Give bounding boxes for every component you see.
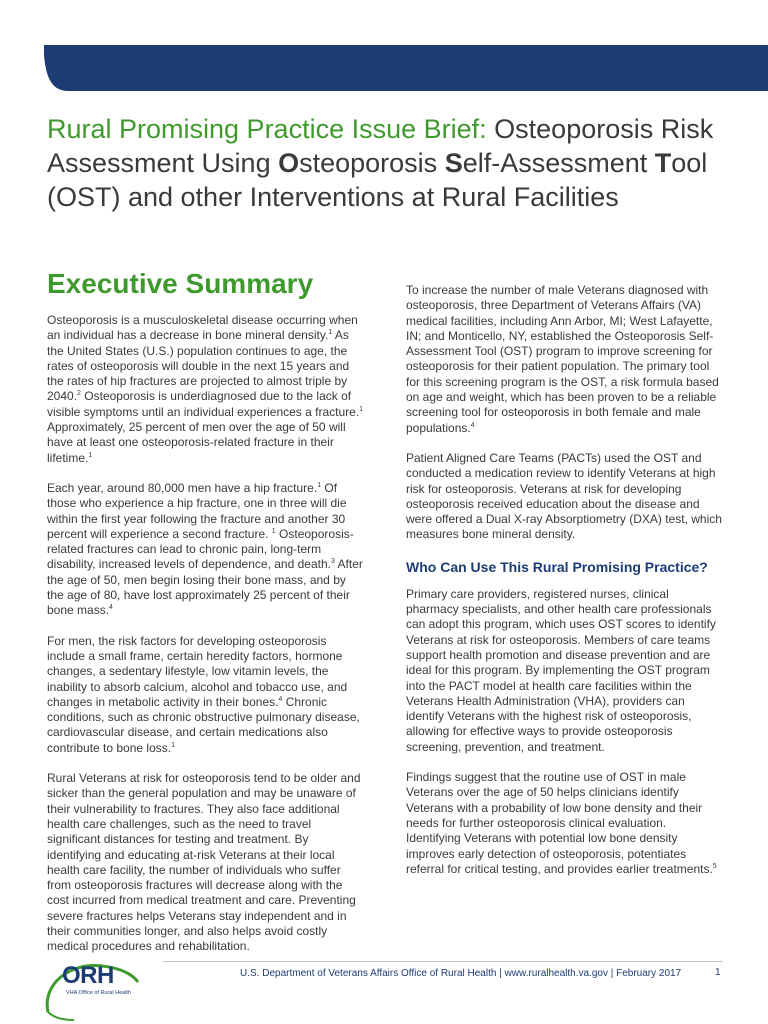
paragraph-text: As the United States (U.S.) population continues to age, the rates of osteoporosis will double in the next 15 years and the rates of hip fractures are projected to almost triple by 2040. — [47, 328, 350, 404]
paragraph-text: Osteoporosis-related fractures can lead to chronic pain, long-term disability, increased levels of dependence, and death. — [47, 526, 354, 572]
paragraph-text: Primary care providers, registered nurses, clinical pharmacy specialists, and other health care professionals can adopt this program, which uses OST scores to identify Veterans at risk for osteoporosis. Members of care teams support health promotion and disease prevention and are ideal for this program. By implementing the OST program into the PACT model at health care facilities within the Veterans Health Administration (VHA), providers can identify Veterans with the highest risk of osteoporosis, allowing for effective ways to provide osteoporosis screening, prevention, and treatment. — [406, 586, 716, 754]
right-column — [406, 283, 724, 877]
citation-superscript: 1 — [359, 405, 364, 413]
body-paragraph — [406, 451, 724, 543]
citation-superscript: 3 — [330, 558, 335, 566]
left-column — [47, 313, 365, 970]
body-paragraph — [47, 771, 365, 955]
paragraph-text: After the age of 50, men begin losing their bone mass, and by the age of 80, have lost approximately 25 percent of their bone mass. — [47, 557, 363, 618]
paragraph-text: Osteoporosis is a musculoskeletal disease occurring when an individual has a decrease in bone mineral density. — [47, 313, 358, 343]
paragraph-text: Each year, around 80,000 men have a hip fracture. — [47, 480, 318, 495]
paragraph-text: Rural Veterans at risk for osteoporosis tend to be older and sicker than the general population and may be unaware of their vulnerability to fractures. They also face additional health care challenges, such as the need to travel significant distances for testing and treatment. By identifying and educating at-risk Veterans at their local health care facility, the number of individuals who suffer from osteoporosis fractures will decrease along with the cost incurred from medical treatment and care. Preventing severe fractures helps Veterans stay independent and in their communities longer, and also helps avoid costly medical procedures and rehabilitation. — [47, 771, 361, 954]
paragraph-text: Of those who experience a hip fracture, one in three will die within the first year following the fracture and another 30 percent will experience a second fracture. — [47, 480, 347, 541]
section-title: Executive Summary — [47, 268, 314, 299]
citation-superscript: 4 — [109, 604, 113, 612]
logo-text: ORH — [62, 962, 114, 989]
body-paragraph — [406, 587, 724, 755]
citation-superscript: 1 — [171, 741, 175, 749]
body-paragraph — [406, 283, 724, 436]
citation-superscript: 1 — [317, 481, 322, 489]
body-paragraph — [406, 770, 724, 877]
title-segment: steoporosis — [299, 148, 445, 178]
title-segment: elf-Assessment — [462, 148, 655, 178]
page-number: 1 — [715, 967, 721, 978]
citation-superscript: 1 — [88, 451, 93, 459]
title-segment: Osteoporosis Risk Assessment Using — [47, 114, 714, 178]
document-title — [47, 112, 737, 214]
title-segment: S — [444, 148, 463, 178]
citation-superscript: 1 — [328, 329, 333, 337]
citation-superscript: 4 — [278, 695, 283, 703]
body-paragraph — [47, 481, 365, 619]
paragraph-text: For men, the risk factors for developing osteoporosis include a small frame, certain heredity factors, hormone changes, a sedentary lifestyle, low vitamin levels, the inability to absorb calcium, alcohol and tobacco use, and changes in metabolic activity in their bones. — [47, 633, 348, 709]
paragraph-text: Findings suggest that the routine use of OST in male Veterans over the age of 50 helps clinicians identify Veterans with a probability of low bone density and their needs for further osteoporosis clinical evaluation. Identifying Veterans with potential low bone density improves early detection of osteoporosis, potentiates referral for critical testing, and provides earlier treatments. — [406, 770, 713, 876]
body-paragraph — [47, 313, 365, 466]
paragraph-text: Chronic conditions, such as chronic obstructive pulmonary disease, cardiovascular disease, and certain medications also contribute to bone loss. — [47, 694, 360, 755]
paragraph-text: Approximately, 25 percent of men over the age of 50 will have at least one osteoporosis-related fracture in their lifetime. — [47, 420, 346, 465]
citation-superscript: 1 — [271, 527, 276, 535]
body-paragraph — [47, 634, 365, 756]
citation-superscript: 5 — [712, 862, 717, 870]
paragraph-text: Osteoporosis is underdiagnosed due to the lack of visible symptoms until an individual experiences a fracture. — [47, 389, 360, 419]
citation-superscript: 4 — [470, 421, 475, 429]
title-segment: O — [278, 148, 300, 178]
title-segment: T — [654, 148, 672, 178]
footer-divider — [163, 961, 723, 962]
paragraph-text: To increase the number of male Veterans diagnosed with osteoporosis, three Department of Veterans Affairs (VA) medical facilities, including Ann Arbor, MI; West Lafayette, IN; and Monticello, NY, established the Osteoporosis Self-Assessment Tool (OST) program to improve screening for osteoporosis for their patient population. The primary tool for this screening program is the OST, a risk formula based on age and weight, which has been proven to be a reliable screening tool for osteoporosis in both female and male populations. — [406, 283, 719, 435]
citation-superscript: 2 — [77, 390, 81, 398]
subheading: Who Can Use This Rural Promising Practice? — [406, 558, 708, 575]
paragraph-text: Patient Aligned Care Teams (PACTs) used the OST and conducted a medication review to identify Veterans at high risk for osteoporosis. Veterans at risk for developing osteoporosis received education about the disease and were offered a Dual X-ray Absorptiometry (DXA) test, which measures bone mineral density. — [406, 450, 722, 542]
title-segment: Rural Promising Practice Issue Brief: — [47, 114, 495, 144]
header-banner — [44, 45, 768, 91]
footer-text: U.S. Department of Veterans Affairs Office of Rural Health | www.ruralhealth.va.gov | February 2017 — [240, 968, 682, 979]
title-segment: ool (OST) and other Interventions at Rural Facilities — [47, 148, 708, 212]
logo-subtext: VHA Office of Rural Health — [66, 990, 132, 996]
